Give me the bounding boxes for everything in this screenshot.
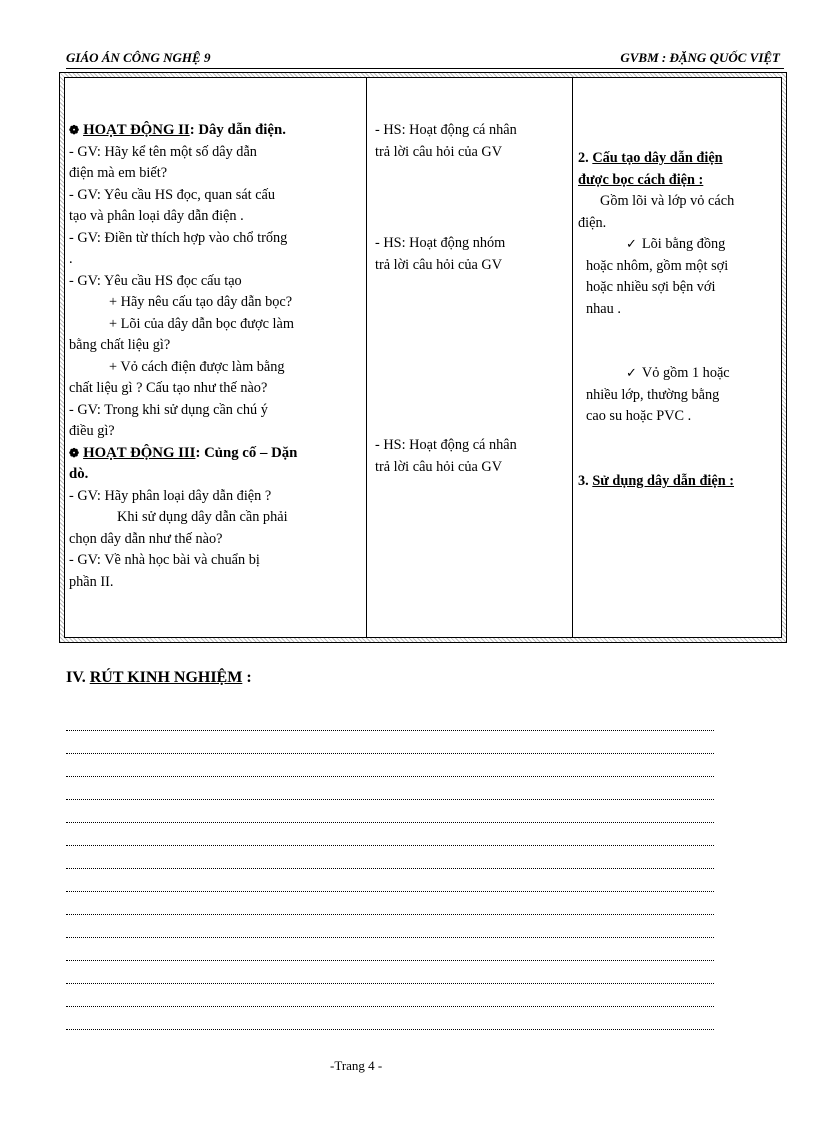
header-teacher: GVBM : ĐẶNG QUỐC VIỆT bbox=[620, 50, 780, 65]
dotted-writing-line bbox=[66, 753, 714, 754]
column-divider-1 bbox=[366, 78, 367, 637]
dotted-writing-line bbox=[66, 1006, 714, 1007]
text-line: điện. bbox=[578, 214, 607, 231]
text-line: chất liệu gì ? Cấu tạo như thế nào? bbox=[69, 380, 268, 396]
dotted-writing-line bbox=[66, 730, 714, 731]
header-title: GIÁO ÁN CÔNG NGHỆ 9 bbox=[66, 50, 211, 65]
dotted-writing-line bbox=[66, 891, 714, 892]
text-line: - GV: Yêu cầu HS đọc, quan sát cấu bbox=[69, 186, 276, 203]
shell-item: ✓ Vỏ gồm 1 hoặc bbox=[626, 365, 730, 381]
text-line: hoặc nhôm, gồm một sợi bbox=[586, 257, 729, 274]
text-line: - GV: Hãy kể tên một số dây dẫn bbox=[69, 143, 257, 160]
column-divider-2 bbox=[572, 78, 573, 637]
core-item: ✓ Lõi bằng đồng bbox=[626, 236, 726, 252]
dotted-writing-line bbox=[66, 799, 714, 800]
text-line: điện mà em biết? bbox=[69, 165, 168, 181]
text-line: nhau . bbox=[586, 300, 621, 317]
dotted-writing-line bbox=[66, 983, 714, 984]
text-line: hoặc nhiều sợi bện với bbox=[586, 279, 716, 295]
text-line: + Vỏ cách điện được làm bằng bbox=[109, 358, 285, 375]
student-activity-block-3 bbox=[375, 435, 565, 478]
text-line: - GV: Hãy phân loại dây dẫn điện ? bbox=[69, 487, 272, 504]
check-mark-icon: ✓ bbox=[626, 237, 637, 252]
text-line: nhiều lớp, thường bằng bbox=[586, 386, 720, 403]
text-line: phần II. bbox=[69, 573, 114, 590]
text-line: Gồm lõi và lớp vỏ cách bbox=[600, 193, 735, 209]
dotted-writing-line bbox=[66, 868, 714, 869]
text-line: điều gì? bbox=[69, 423, 115, 439]
student-activity-block-2 bbox=[375, 233, 565, 276]
text-line: + Lõi của dây dẫn bọc được làm bbox=[109, 315, 294, 332]
content-column bbox=[578, 148, 778, 492]
check-mark-icon: ✓ bbox=[626, 366, 637, 381]
lesson-table bbox=[59, 72, 787, 643]
text-line: dò. bbox=[69, 466, 89, 482]
text-line: - GV: Về nhà học bài và chuẩn bị bbox=[69, 552, 260, 568]
text-line: Khi sử dụng dây dẫn cần phải bbox=[117, 509, 288, 525]
text-line: - HS: Hoạt động cá nhân bbox=[375, 122, 517, 138]
teacher-activity-column bbox=[69, 120, 365, 593]
page-number: -Trang 4 - bbox=[330, 1058, 383, 1073]
text-line: trả lời câu hỏi của GV bbox=[375, 458, 503, 475]
text-line: - HS: Hoạt động nhóm bbox=[375, 235, 506, 251]
flower-bullet-icon: ❁ bbox=[69, 445, 80, 460]
student-activity-block-1 bbox=[375, 120, 565, 163]
section-2-heading: 2. Cấu tạo dây dẫn điện bbox=[578, 150, 723, 166]
dotted-writing-line bbox=[66, 960, 714, 961]
dotted-writing-line bbox=[66, 937, 714, 938]
text-line: tạo và phân loại dây dẫn điện . bbox=[69, 208, 244, 224]
page-header bbox=[66, 50, 784, 69]
text-line: trả lời câu hỏi của GV bbox=[375, 143, 503, 160]
text-line: - HS: Hoạt động cá nhân bbox=[375, 437, 517, 453]
activity-3-heading: ❁ HOẠT ĐỘNG III: Củng cố – Dặn bbox=[69, 444, 298, 461]
text-line: + Hãy nêu cấu tạo dây dẫn bọc? bbox=[109, 294, 293, 310]
section-3-heading: 3. Sử dụng dây dẫn điện : bbox=[578, 472, 734, 489]
dotted-writing-line bbox=[66, 822, 714, 823]
text-line: - GV: Điền từ thích hợp vào chổ trống bbox=[69, 229, 288, 246]
experience-section-title: IV. RÚT KINH NGHIỆM : bbox=[66, 669, 252, 686]
dotted-writing-line bbox=[66, 1029, 714, 1030]
text-line: cao su hoặc PVC . bbox=[586, 408, 692, 424]
text-line: . bbox=[69, 251, 73, 267]
section-2-heading-cont: được bọc cách điện : bbox=[578, 171, 704, 188]
flower-bullet-icon: ❁ bbox=[69, 123, 80, 137]
text-line: - GV: Yêu cầu HS đọc cấu tạo bbox=[69, 272, 242, 289]
text-line: - GV: Trong khi sử dụng cần chú ý bbox=[69, 401, 268, 418]
text-line: bằng chất liệu gì? bbox=[69, 337, 171, 353]
dotted-writing-line bbox=[66, 914, 714, 915]
dotted-writing-line bbox=[66, 776, 714, 777]
text-line: chọn dây dẫn như thế nào? bbox=[69, 530, 223, 547]
dotted-writing-line bbox=[66, 845, 714, 846]
lesson-table-body bbox=[64, 77, 782, 638]
activity-2-heading: ❁ HOẠT ĐỘNG II: Dây dẫn điện. bbox=[69, 122, 286, 138]
text-line: trả lời câu hỏi của GV bbox=[375, 256, 503, 273]
